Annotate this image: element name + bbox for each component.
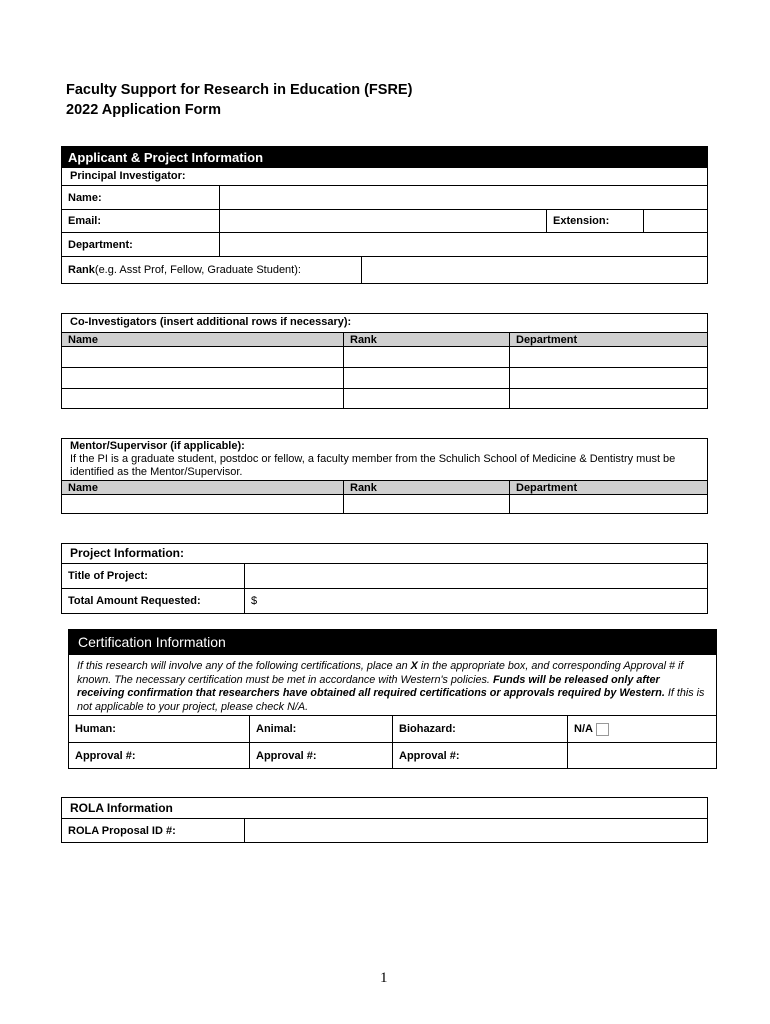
email-label: Email:: [68, 215, 102, 227]
certification-text-2: in the appropriate box, and corresponding Approval # if known. The necessary certification must be met in accordance with Western's policies.: [77, 660, 684, 686]
project-title-label: Title of Project:: [68, 570, 148, 582]
project-header: Project Information:: [70, 546, 185, 560]
coinvestigator-row: [62, 346, 707, 367]
mentor-row: [62, 494, 707, 513]
certification-text-1: If this research will involve any of the following certifications, place an: [77, 660, 411, 672]
rank-row: [62, 256, 707, 283]
rola-header: ROLA Information: [70, 801, 173, 815]
title-line-2: 2022 Application Form: [66, 102, 221, 118]
animal-label[interactable]: Animal:: [249, 716, 392, 742]
dollar-sign: $: [251, 595, 258, 607]
coinvestigators-col-name: Name: [68, 333, 98, 346]
mentor-rank-field[interactable]: [343, 495, 509, 513]
project-amount-label: Total Amount Requested:: [68, 595, 201, 607]
coinvestigator-rank-field[interactable]: [343, 368, 509, 388]
na-checkbox[interactable]: [596, 723, 609, 736]
mentor-col-rank: Rank: [343, 481, 509, 494]
project-section: [61, 543, 708, 614]
coinvestigator-department-field[interactable]: [509, 389, 707, 408]
extension-field[interactable]: [643, 210, 707, 232]
coinvestigators-header: Co-Investigators (insert additional rows if necessary):: [70, 316, 352, 328]
email-row: [62, 209, 707, 232]
human-label[interactable]: Human:: [75, 723, 116, 735]
project-title-row: [62, 563, 707, 588]
rola-section: [61, 797, 708, 843]
mentor-col-name: Name: [68, 481, 98, 494]
certification-text-x: X: [410, 660, 418, 672]
name-label: Name:: [68, 191, 102, 204]
extension-label: Extension:: [546, 210, 643, 232]
mentor-department-field[interactable]: [509, 495, 707, 513]
project-title-field[interactable]: [244, 564, 707, 588]
coinvestigator-rank-field[interactable]: [343, 389, 509, 408]
project-amount-row: [62, 588, 707, 613]
page-number: 1: [380, 970, 388, 986]
coinvestigator-name-field[interactable]: [62, 389, 343, 408]
approval-row: [69, 742, 716, 768]
rola-id-field[interactable]: [244, 819, 707, 842]
email-field[interactable]: [219, 210, 546, 232]
applicant-section: [61, 146, 708, 284]
coinvestigator-name-field[interactable]: [62, 368, 343, 388]
coinvestigator-department-field[interactable]: [509, 368, 707, 388]
coinvestigators-col-department: Department: [509, 333, 707, 346]
certification-section: [68, 629, 717, 769]
na-label: N/A: [574, 723, 593, 735]
coinvestigator-name-field[interactable]: [62, 347, 343, 367]
mentor-col-department: Department: [509, 481, 707, 494]
certification-type-row: [69, 715, 716, 742]
department-field[interactable]: [219, 233, 707, 256]
mentor-section: [61, 438, 708, 514]
human-approval-label[interactable]: Approval #:: [75, 749, 136, 762]
mentor-header: Mentor/Supervisor (if applicable):: [70, 440, 245, 452]
coinvestigators-col-rank: Rank: [343, 333, 509, 346]
rank-hint: (e.g. Asst Prof, Fellow, Graduate Student):: [94, 264, 301, 276]
rank-label-cell: [62, 257, 361, 283]
applicant-section-header: Applicant & Project Information: [62, 147, 707, 168]
biohazard-label[interactable]: Biohazard:: [392, 716, 567, 742]
rola-id-label: ROLA Proposal ID #:: [68, 824, 176, 837]
name-row: [62, 185, 707, 209]
rola-id-row: [62, 818, 707, 842]
mentor-name-field[interactable]: [62, 495, 343, 513]
project-amount-field[interactable]: [244, 589, 707, 613]
coinvestigator-rank-field[interactable]: [343, 347, 509, 367]
animal-approval-label[interactable]: Approval #:: [249, 743, 392, 768]
na-cell: [567, 716, 716, 742]
coinvestigators-section: [61, 313, 708, 409]
department-row: [62, 232, 707, 256]
certification-instructions: [77, 660, 708, 714]
coinvestigator-department-field[interactable]: [509, 347, 707, 367]
biohazard-approval-label[interactable]: Approval #:: [392, 743, 567, 768]
principal-investigator-label: Principal Investigator:: [70, 170, 186, 182]
rank-label: Rank: [68, 264, 95, 276]
name-field[interactable]: [219, 186, 707, 209]
department-label: Department:: [68, 238, 133, 251]
certification-text-bold: Funds will be released only after receiving confirmation that researchers have obtained all required certifications or approvals required by Western.: [77, 673, 665, 699]
mentor-column-header: [62, 480, 707, 494]
title-line-1: Faculty Support for Research in Education (FSRE): [66, 82, 413, 98]
certification-header: Certification Information: [69, 630, 716, 655]
na-approval-field: [567, 743, 716, 768]
rank-field[interactable]: [361, 257, 707, 283]
coinvestigators-column-header: [62, 332, 707, 346]
certification-text-3: If this is not applicable to your project, please check N/A.: [77, 687, 705, 713]
page-title: [66, 80, 412, 120]
coinvestigator-row: [62, 367, 707, 388]
mentor-note: If the PI is a graduate student, postdoc or fellow, a faculty member from the Schulich School of Medicine & Dentistry must be identified as the Mentor/Supervisor.: [70, 453, 676, 478]
coinvestigator-row: [62, 388, 707, 408]
